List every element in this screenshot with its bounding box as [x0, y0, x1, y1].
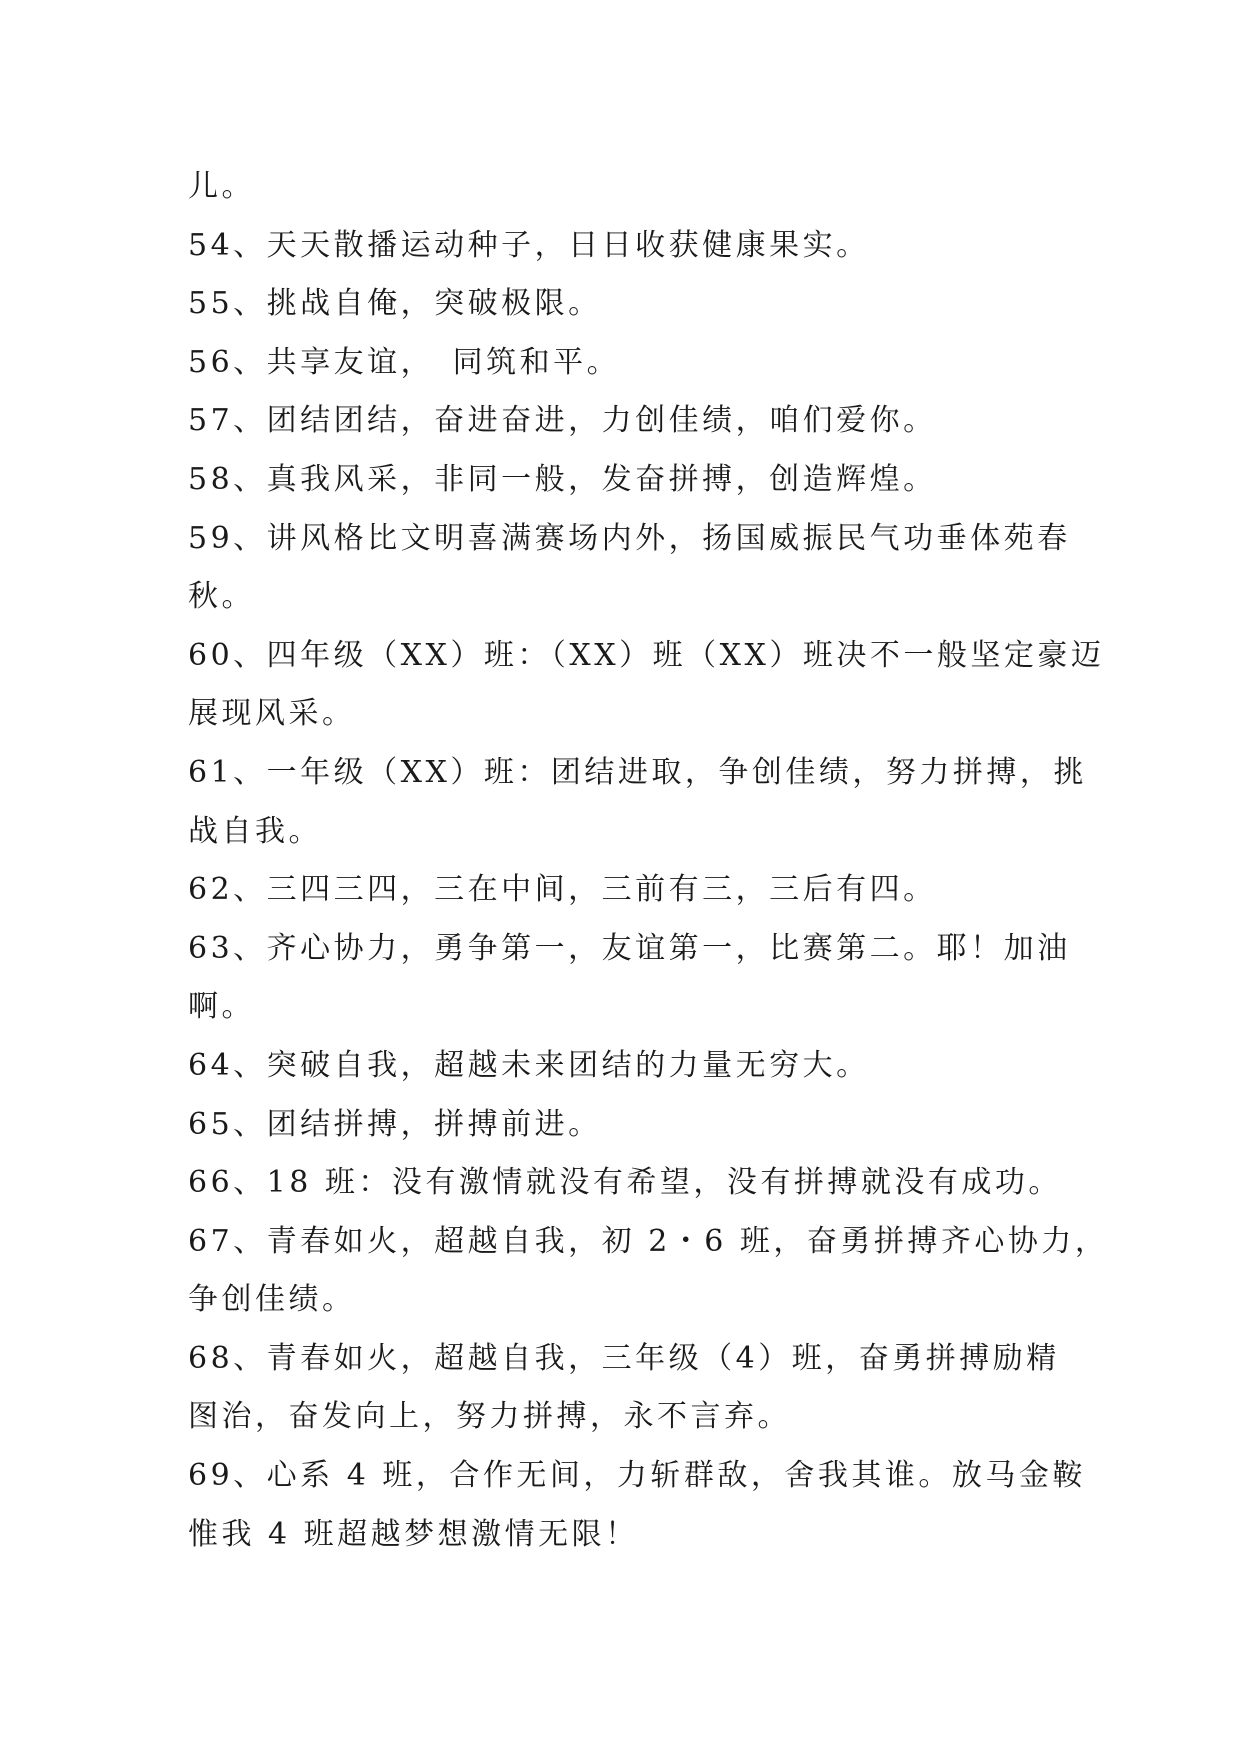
- text-line: 54、天天散播运动种子，日日收获健康果实。: [188, 227, 870, 263]
- text-line: 57、团结团结，奋进奋进，力创佳绩，咱们爱你。: [188, 403, 937, 439]
- document-body: [188, 158, 1109, 1564]
- text-line: 66、18 班：没有激情就没有希望，没有拼搏就没有成功。: [188, 1165, 1062, 1201]
- text-line: 62、三四三四，三在中间，三前有三，三后有四。: [188, 872, 937, 908]
- text-line: 67、青春如火，超越自我，初 2・6 班，奋勇拼搏齐心协力，: [188, 1223, 1109, 1259]
- text-line: 战自我。: [188, 813, 322, 849]
- text-line: 啊。: [188, 989, 255, 1025]
- text-line: 惟我 4 班超越梦想激情无限！: [188, 1516, 639, 1552]
- text-line: 63、齐心协力，勇争第一，友谊第一，比赛第二。耶！加油: [188, 930, 1071, 966]
- text-line: 56、共享友谊， 同筑和平。: [188, 344, 621, 380]
- text-line: 儿。: [188, 169, 255, 204]
- text-line: 61、一年级（XX）班：团结进取，争创佳绩，努力拼搏，挑: [188, 754, 1087, 790]
- text-line: 69、心系 4 班，合作无间，力斩群敌，舍我其谁。放马金鞍: [188, 1458, 1086, 1494]
- text-line: 秋。: [188, 579, 255, 615]
- text-line: 59、讲风格比文明喜满赛场内外，扬国威振民气功垂体苑春: [188, 520, 1071, 556]
- text-line: 60、四年级（XX）班：（XX）班（XX）班决不一般坚定豪迈: [188, 637, 1105, 673]
- text-line: 争创佳绩。: [188, 1282, 356, 1318]
- text-line: 展现风采。: [188, 696, 356, 732]
- text-line: 68、青春如火，超越自我，三年级（4）班，奋勇拼搏励精: [188, 1340, 1060, 1376]
- text-line: 55、挑战自俺，突破极限。: [188, 286, 602, 322]
- text-line: 58、真我风采，非同一般，发奋拼搏，创造辉煌。: [188, 461, 937, 497]
- text-line: 64、突破自我，超越未来团结的力量无穷大。: [188, 1047, 870, 1083]
- text-line: 65、团结拼搏，拼搏前进。: [188, 1106, 602, 1142]
- text-line: 图治，奋发向上，努力拼搏，永不言弃。: [188, 1399, 791, 1435]
